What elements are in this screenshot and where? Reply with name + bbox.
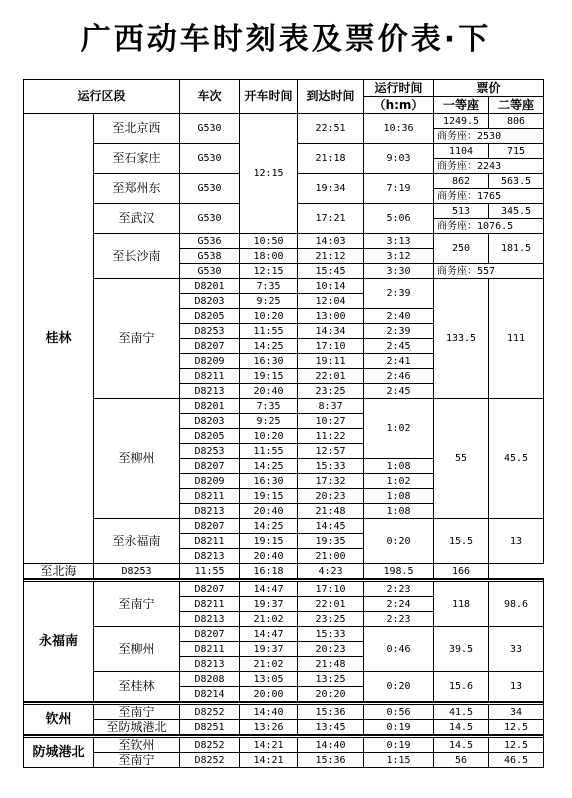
train-number: D8209 xyxy=(180,474,240,489)
destination: 至郑州东 xyxy=(94,174,180,204)
travel-duration: 1:08 xyxy=(364,489,434,504)
arrival-time: 17:10 xyxy=(298,339,364,354)
departure-time: 20:40 xyxy=(240,384,298,399)
arrival-time: 13:25 xyxy=(298,672,364,687)
travel-duration: 1:02 xyxy=(364,474,434,489)
arrival-time: 10:14 xyxy=(298,279,364,294)
train-number: D8211 xyxy=(180,489,240,504)
header-train: 车次 xyxy=(180,80,240,114)
arrival-time: 17:21 xyxy=(298,204,364,234)
second-class-price: 46.5 xyxy=(489,753,544,768)
second-class-price: 806 xyxy=(489,114,544,129)
departure-time: 13:26 xyxy=(240,720,298,736)
train-number: D8253 xyxy=(94,564,180,580)
train-number: D8251 xyxy=(180,720,240,736)
second-class-price: 166 xyxy=(434,564,489,580)
travel-duration: 3:30 xyxy=(364,264,434,279)
departure-time: 14:25 xyxy=(240,459,298,474)
arrival-time: 13:00 xyxy=(298,309,364,324)
timetable xyxy=(23,79,544,768)
header-duration-unit: （h:m） xyxy=(364,97,434,114)
departure-time: 12:15 xyxy=(240,114,298,234)
destination: 至钦州 xyxy=(94,738,180,753)
arrival-time: 22:01 xyxy=(298,597,364,612)
second-class-price: 45.5 xyxy=(489,399,544,519)
departure-time: 18:00 xyxy=(240,249,298,264)
arrival-time: 15:36 xyxy=(298,705,364,720)
departure-time: 14:40 xyxy=(240,705,298,720)
arrival-time: 22:01 xyxy=(298,369,364,384)
departure-time: 20:00 xyxy=(240,687,298,703)
train-number: G530 xyxy=(180,174,240,204)
arrival-time: 21:18 xyxy=(298,144,364,174)
business-class-price: 商务座：1076.5 xyxy=(434,219,544,234)
arrival-time: 23:25 xyxy=(298,384,364,399)
business-class-price: 商务座：2243 xyxy=(434,159,544,174)
travel-duration: 2:45 xyxy=(364,384,434,399)
first-class-price: 862 xyxy=(434,174,489,189)
business-class-price: 商务座：2530 xyxy=(434,129,544,144)
travel-duration: 10:36 xyxy=(364,114,434,144)
departure-time: 19:15 xyxy=(240,369,298,384)
destination: 至柳州 xyxy=(94,399,180,519)
origin-station: 永福南 xyxy=(24,582,94,703)
train-number: D8213 xyxy=(180,384,240,399)
arrival-time: 10:27 xyxy=(298,414,364,429)
travel-duration: 2:46 xyxy=(364,369,434,384)
arrival-time: 19:35 xyxy=(298,534,364,549)
train-number: D8201 xyxy=(180,279,240,294)
departure-time: 10:20 xyxy=(240,309,298,324)
departure-time: 14:47 xyxy=(240,582,298,597)
train-number: D8214 xyxy=(180,687,240,703)
travel-duration: 2:23 xyxy=(364,612,434,627)
destination: 至桂林 xyxy=(94,672,180,703)
second-class-price: 715 xyxy=(489,144,544,159)
travel-duration: 0:19 xyxy=(364,738,434,753)
departure-time: 14:47 xyxy=(240,627,298,642)
origin-station: 钦州 xyxy=(24,705,94,736)
second-class-price: 345.5 xyxy=(489,204,544,219)
destination: 至北海 xyxy=(24,564,94,580)
arrival-time: 20:23 xyxy=(298,642,364,657)
train-number: D8209 xyxy=(180,354,240,369)
train-number: D8207 xyxy=(180,519,240,534)
train-number: D8213 xyxy=(180,504,240,519)
train-number: D8207 xyxy=(180,339,240,354)
train-number: D8201 xyxy=(180,399,240,414)
destination: 至南宁 xyxy=(94,753,180,768)
arrival-time: 14:45 xyxy=(298,519,364,534)
train-number: D8203 xyxy=(180,414,240,429)
header-section: 运行区段 xyxy=(24,80,180,114)
business-class-price: 商务座：1765 xyxy=(434,189,544,204)
arrival-time: 22:51 xyxy=(298,114,364,144)
departure-time: 21:02 xyxy=(240,657,298,672)
arrival-time: 20:20 xyxy=(298,687,364,703)
first-class-price: 15.6 xyxy=(434,672,489,703)
train-number: D8208 xyxy=(180,672,240,687)
destination: 至石家庄 xyxy=(94,144,180,174)
travel-duration: 0:20 xyxy=(364,519,434,564)
arrival-time: 14:40 xyxy=(298,738,364,753)
arrival-time: 20:23 xyxy=(298,489,364,504)
departure-time: 10:20 xyxy=(240,429,298,444)
departure-time: 16:30 xyxy=(240,354,298,369)
train-number: D8252 xyxy=(180,738,240,753)
arrival-time: 15:45 xyxy=(298,264,364,279)
arrival-time: 19:34 xyxy=(298,174,364,204)
first-class-price: 133.5 xyxy=(434,279,489,399)
arrival-time: 12:57 xyxy=(298,444,364,459)
train-number: G530 xyxy=(180,264,240,279)
origin-station: 防城港北 xyxy=(24,738,94,768)
first-class-price: 1104 xyxy=(434,144,489,159)
origin-station: 桂林 xyxy=(24,114,94,564)
header-depart: 开车时间 xyxy=(240,80,298,114)
departure-time: 19:15 xyxy=(240,489,298,504)
train-number: D8252 xyxy=(180,753,240,768)
travel-duration: 0:20 xyxy=(364,672,434,703)
train-number: D8211 xyxy=(180,642,240,657)
destination: 至长沙南 xyxy=(94,234,180,279)
destination: 至永福南 xyxy=(94,519,180,564)
travel-duration: 2:45 xyxy=(364,339,434,354)
destination: 至柳州 xyxy=(94,627,180,672)
arrival-time: 21:48 xyxy=(298,504,364,519)
travel-duration: 2:24 xyxy=(364,597,434,612)
first-class-price: 250 xyxy=(434,234,489,264)
train-number: D8205 xyxy=(180,309,240,324)
business-class-price: 商务座：557 xyxy=(434,264,544,279)
arrival-time: 15:33 xyxy=(298,627,364,642)
second-class-price: 181.5 xyxy=(489,234,544,264)
travel-duration: 0:19 xyxy=(364,720,434,736)
travel-duration: 1:15 xyxy=(364,753,434,768)
travel-duration: 3:12 xyxy=(364,249,434,264)
departure-time: 21:02 xyxy=(240,612,298,627)
first-class-price: 56 xyxy=(434,753,489,768)
travel-duration: 4:23 xyxy=(298,564,364,580)
header-duration: 运行时间 xyxy=(364,80,434,97)
arrival-time: 17:10 xyxy=(298,582,364,597)
destination: 至北京西 xyxy=(94,114,180,144)
travel-duration: 1:08 xyxy=(364,504,434,519)
train-number: D8213 xyxy=(180,612,240,627)
train-number: D8211 xyxy=(180,534,240,549)
departure-time: 19:37 xyxy=(240,642,298,657)
departure-time: 19:37 xyxy=(240,597,298,612)
first-class-price: 14.5 xyxy=(434,720,489,736)
travel-duration: 2:39 xyxy=(364,324,434,339)
arrival-time: 21:48 xyxy=(298,657,364,672)
first-class-price: 118 xyxy=(434,582,489,627)
first-class-price: 14.5 xyxy=(434,738,489,753)
train-number: G536 xyxy=(180,234,240,249)
departure-time: 11:55 xyxy=(240,444,298,459)
destination: 至南宁 xyxy=(94,279,180,399)
destination: 至防城港北 xyxy=(94,720,180,736)
header-second-class: 二等座 xyxy=(489,97,544,114)
departure-time: 11:55 xyxy=(240,324,298,339)
arrival-time: 11:22 xyxy=(298,429,364,444)
arrival-time: 14:34 xyxy=(298,324,364,339)
departure-time: 20:40 xyxy=(240,549,298,564)
arrival-time: 13:45 xyxy=(298,720,364,736)
train-number: G530 xyxy=(180,114,240,144)
arrival-time: 15:36 xyxy=(298,753,364,768)
second-class-price: 12.5 xyxy=(489,738,544,753)
train-number: D8252 xyxy=(180,705,240,720)
arrival-time: 8:37 xyxy=(298,399,364,414)
departure-time: 12:15 xyxy=(240,264,298,279)
destination: 至南宁 xyxy=(94,705,180,720)
second-class-price: 12.5 xyxy=(489,720,544,736)
travel-duration: 2:40 xyxy=(364,309,434,324)
page-title: 广西动车时刻表及票价表·下 xyxy=(80,22,492,57)
train-number: D8213 xyxy=(180,549,240,564)
travel-duration: 7:19 xyxy=(364,174,434,204)
destination: 至武汉 xyxy=(94,204,180,234)
train-number: D8253 xyxy=(180,444,240,459)
departure-time: 7:35 xyxy=(240,399,298,414)
second-class-price: 98.6 xyxy=(489,582,544,627)
header-price: 票价 xyxy=(434,80,544,97)
travel-duration: 5:06 xyxy=(364,204,434,234)
train-number: G530 xyxy=(180,204,240,234)
second-class-price: 13 xyxy=(489,519,544,564)
header-arrive: 到达时间 xyxy=(298,80,364,114)
travel-duration: 2:41 xyxy=(364,354,434,369)
train-number: D8211 xyxy=(180,369,240,384)
arrival-time: 23:25 xyxy=(298,612,364,627)
arrival-time: 15:33 xyxy=(298,459,364,474)
train-number: D8207 xyxy=(180,627,240,642)
first-class-price: 198.5 xyxy=(364,564,434,580)
arrival-time: 19:11 xyxy=(298,354,364,369)
first-class-price: 1249.5 xyxy=(434,114,489,129)
departure-time: 9:25 xyxy=(240,294,298,309)
departure-time: 14:25 xyxy=(240,339,298,354)
arrival-time: 16:18 xyxy=(240,564,298,580)
travel-duration: 9:03 xyxy=(364,144,434,174)
first-class-price: 513 xyxy=(434,204,489,219)
travel-duration: 3:13 xyxy=(364,234,434,249)
arrival-time: 12:04 xyxy=(298,294,364,309)
second-class-price: 13 xyxy=(489,672,544,703)
train-number: D8205 xyxy=(180,429,240,444)
second-class-price: 33 xyxy=(489,627,544,672)
departure-time: 14:25 xyxy=(240,519,298,534)
train-number: D8207 xyxy=(180,459,240,474)
header-first-class: 一等座 xyxy=(434,97,489,114)
second-class-price: 111 xyxy=(489,279,544,399)
train-number: G530 xyxy=(180,144,240,174)
train-number: G538 xyxy=(180,249,240,264)
departure-time: 14:21 xyxy=(240,753,298,768)
arrival-time: 21:12 xyxy=(298,249,364,264)
departure-time: 7:35 xyxy=(240,279,298,294)
train-number: D8253 xyxy=(180,324,240,339)
departure-time: 13:05 xyxy=(240,672,298,687)
travel-duration: 1:02 xyxy=(364,399,434,459)
second-class-price: 34 xyxy=(489,705,544,720)
first-class-price: 41.5 xyxy=(434,705,489,720)
arrival-time: 17:32 xyxy=(298,474,364,489)
travel-duration: 0:56 xyxy=(364,705,434,720)
train-number: D8211 xyxy=(180,597,240,612)
travel-duration: 2:39 xyxy=(364,279,434,309)
arrival-time: 21:00 xyxy=(298,549,364,564)
departure-time: 19:15 xyxy=(240,534,298,549)
first-class-price: 39.5 xyxy=(434,627,489,672)
travel-duration: 1:08 xyxy=(364,459,434,474)
arrival-time: 14:03 xyxy=(298,234,364,249)
departure-time: 14:21 xyxy=(240,738,298,753)
departure-time: 10:50 xyxy=(240,234,298,249)
departure-time: 20:40 xyxy=(240,504,298,519)
train-number: D8203 xyxy=(180,294,240,309)
first-class-price: 15.5 xyxy=(434,519,489,564)
train-number: D8207 xyxy=(180,582,240,597)
travel-duration: 0:46 xyxy=(364,627,434,672)
departure-time: 9:25 xyxy=(240,414,298,429)
departure-time: 16:30 xyxy=(240,474,298,489)
train-number: D8213 xyxy=(180,657,240,672)
departure-time: 11:55 xyxy=(180,564,240,580)
travel-duration: 2:23 xyxy=(364,582,434,597)
first-class-price: 55 xyxy=(434,399,489,519)
second-class-price: 563.5 xyxy=(489,174,544,189)
destination: 至南宁 xyxy=(94,582,180,627)
